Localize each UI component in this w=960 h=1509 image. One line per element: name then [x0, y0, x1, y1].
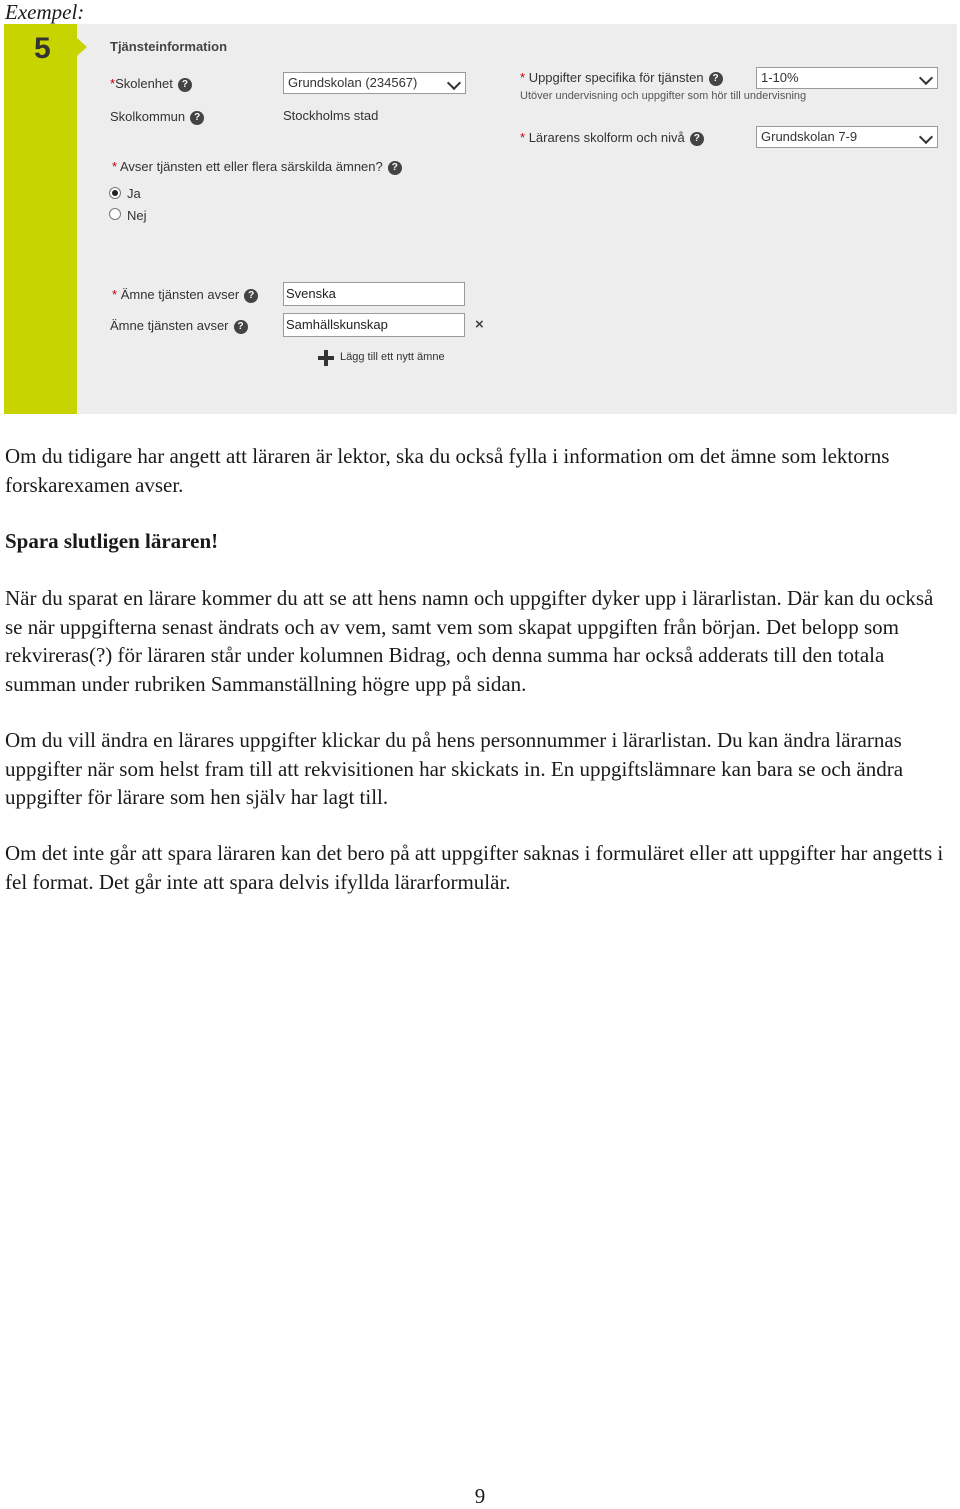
help-icon[interactable]: ? [709, 72, 723, 86]
help-icon[interactable]: ? [234, 320, 248, 334]
step-sidebar [4, 24, 77, 414]
skolkommun-value: Stockholms stad [283, 108, 379, 123]
help-icon[interactable]: ? [244, 289, 258, 303]
help-icon[interactable]: ? [190, 111, 204, 125]
paragraph-lektor: Om du tidigare har angett att läraren är lektor, ska du också fylla i information om det ämne som lektorns forskarexamen avser. [5, 444, 890, 497]
paragraph-andra: Om du vill ändra en lärares uppgifter klickar du på hens personnummer i lärarlistan. Du kan ändra lärarnas uppgifter när som helst fram till att rekvisitionen har skickats in. En uppgiftslämnare kan bara se och ändra uppgifter för lärare som hen själv har lagt till. [5, 728, 904, 809]
radio-ja[interactable] [109, 187, 121, 199]
skolkommun-label: Skolkommun ? [110, 109, 204, 125]
help-icon[interactable]: ? [690, 132, 704, 146]
help-icon[interactable]: ? [178, 78, 192, 92]
paragraph-spara: Spara slutligen läraren! [5, 529, 219, 553]
skolenhet-label: *Skolenhet ? [110, 76, 192, 92]
plus-icon[interactable] [318, 350, 334, 366]
chevron-down-icon [919, 130, 933, 144]
amne1-input[interactable]: Svenska [283, 282, 465, 306]
skolform-label: * Lärarens skolform och nivå ? [520, 130, 704, 146]
page-number: 9 [474, 1484, 486, 1508]
paragraph-lararlista: När du sparat en lärare kommer du att se att hens namn och uppgifter dyker upp i lärarlistan. Där kan du också se när uppgifterna senast ändrats och av vem, samt vem som skapat uppgiften från början. Det belopp som rekvireras(?) för läraren står under kolumnen Bidrag, och denna summa har också adderats till den totala summan under rubriken Sammanställning högre upp på sidan. [5, 586, 934, 696]
remove-icon[interactable]: × [475, 316, 484, 333]
step-number: 5 [34, 32, 51, 65]
radio-ja-label[interactable]: Ja [127, 186, 141, 201]
uppgifter-sublabel: Utöver undervisning och uppgifter som hör till undervisning [520, 90, 807, 102]
example-caption: Exempel: [5, 0, 85, 24]
step-arrow-icon [77, 38, 87, 56]
screenshot-panel [4, 24, 957, 414]
amne1-label: * Ämne tjänsten avser ? [112, 287, 258, 303]
add-subject-link[interactable]: Lägg till ett nytt ämne [340, 351, 445, 363]
help-icon[interactable]: ? [388, 161, 402, 175]
skolform-select[interactable]: Grundskolan 7-9 [756, 126, 938, 148]
uppgifter-select[interactable]: 1-10% [756, 67, 938, 89]
uppgifter-label: * Uppgifter specifika för tjänsten ? [520, 70, 723, 86]
amne2-input[interactable]: Samhällskunskap [283, 313, 465, 337]
amne2-label: Ämne tjänsten avser ? [110, 318, 248, 334]
amnen-question-label: * Avser tjänsten ett eller flera särskilda ämnen? ? [112, 159, 402, 175]
chevron-down-icon [919, 71, 933, 85]
chevron-down-icon [447, 76, 461, 90]
section-title: Tjänsteinformation [110, 39, 228, 54]
skolenhet-select[interactable]: Grundskolan (234567) [283, 72, 466, 94]
paragraph-fel: Om det inte går att spara läraren kan det bero på att uppgifter saknas i formuläret eller att uppgifter har angetts i fel format. Det går inte att spara delvis ifyllda lärarformulär. [5, 841, 944, 894]
radio-nej-label[interactable]: Nej [127, 208, 147, 223]
radio-nej[interactable] [109, 208, 121, 220]
